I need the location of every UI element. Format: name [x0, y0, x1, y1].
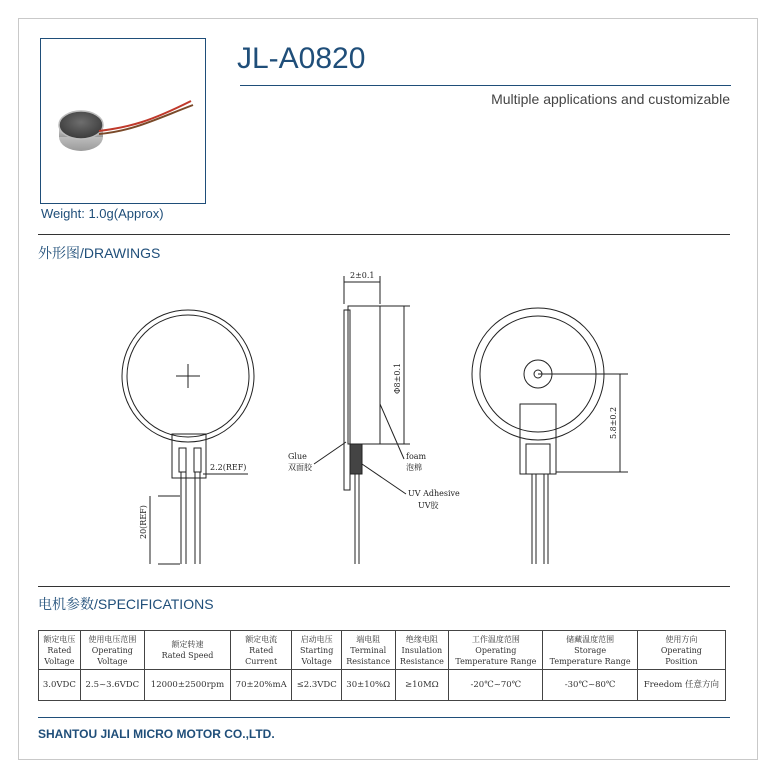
spec-value-row [39, 670, 726, 701]
spec-header: 使用电压范围 Operating Voltage [80, 631, 144, 670]
spec-header: 储藏温度范围 Storage Temperature Range [543, 631, 637, 670]
uv-cn-label: UV胶 [418, 501, 439, 510]
spec-value: -20℃~70℃ [449, 670, 543, 701]
dim-lead-length: 20(REF) [139, 505, 148, 539]
glue-label: Glue [288, 452, 307, 461]
glue-cn-label: 双面胶 [288, 463, 312, 472]
dim-diameter: Φ8±0.1 [393, 362, 402, 394]
foam-label: foam [406, 452, 427, 461]
company-name: SHANTOU JIALI MICRO MOTOR CO.,LTD. [38, 727, 275, 741]
spec-header: 端电阻 Terminal Resistance [341, 631, 395, 670]
specifications-heading: 电机参数/SPECIFICATIONS [38, 596, 214, 612]
model-title: JL-A0820 [237, 42, 366, 75]
spec-value: ≤2.3VDC [292, 670, 341, 701]
drawings-panel [38, 264, 730, 584]
spec-table [38, 630, 726, 701]
spec-value: 12000±2500rpm [144, 670, 230, 701]
product-photo [40, 38, 206, 204]
spec-value: 3.0VDC [39, 670, 81, 701]
spec-header: 额定电压 Rated Voltage [39, 631, 81, 670]
back-view [472, 308, 628, 564]
spec-header: 使用方向 Operating Position [637, 631, 725, 670]
spec-header: 额定电流 Rated Current [230, 631, 291, 670]
weight-label: Weight: 1.0g(Approx) [41, 206, 164, 221]
dim-height: 5.8±0.2 [609, 406, 618, 439]
spec-header: 启动电压 Starting Voltage [292, 631, 341, 670]
spec-value: 70±20%mA [230, 670, 291, 701]
spec-value: -30℃~80℃ [543, 670, 637, 701]
spec-value: 2.5~3.6VDC [80, 670, 144, 701]
drawings-heading: 外形图/DRAWINGS [38, 245, 161, 261]
spec-header: 额定转速 Rated Speed [144, 631, 230, 670]
spec-value: ≥10MΩ [395, 670, 449, 701]
section-divider [38, 234, 730, 235]
dim-lead-offset: 2.2(REF) [210, 463, 247, 472]
footer-divider [38, 717, 730, 718]
spec-header: 绝缘电阻 Insulation Resistance [395, 631, 449, 670]
spec-header-row [39, 631, 726, 670]
spec-value: Freedom 任意方向 [637, 670, 725, 701]
foam-cn-label: 泡棉 [406, 463, 422, 472]
spec-header: 工作温度范围 Operating Temperature Range [449, 631, 543, 670]
spec-value: 30±10%Ω [341, 670, 395, 701]
uv-label: UV Adhesive [408, 489, 460, 498]
dim-thickness: 2±0.1 [350, 271, 375, 280]
section-divider [38, 586, 730, 587]
side-view [288, 271, 460, 564]
front-view [122, 310, 254, 564]
title-underline [240, 85, 731, 86]
tagline: Multiple applications and customizable [491, 91, 730, 107]
